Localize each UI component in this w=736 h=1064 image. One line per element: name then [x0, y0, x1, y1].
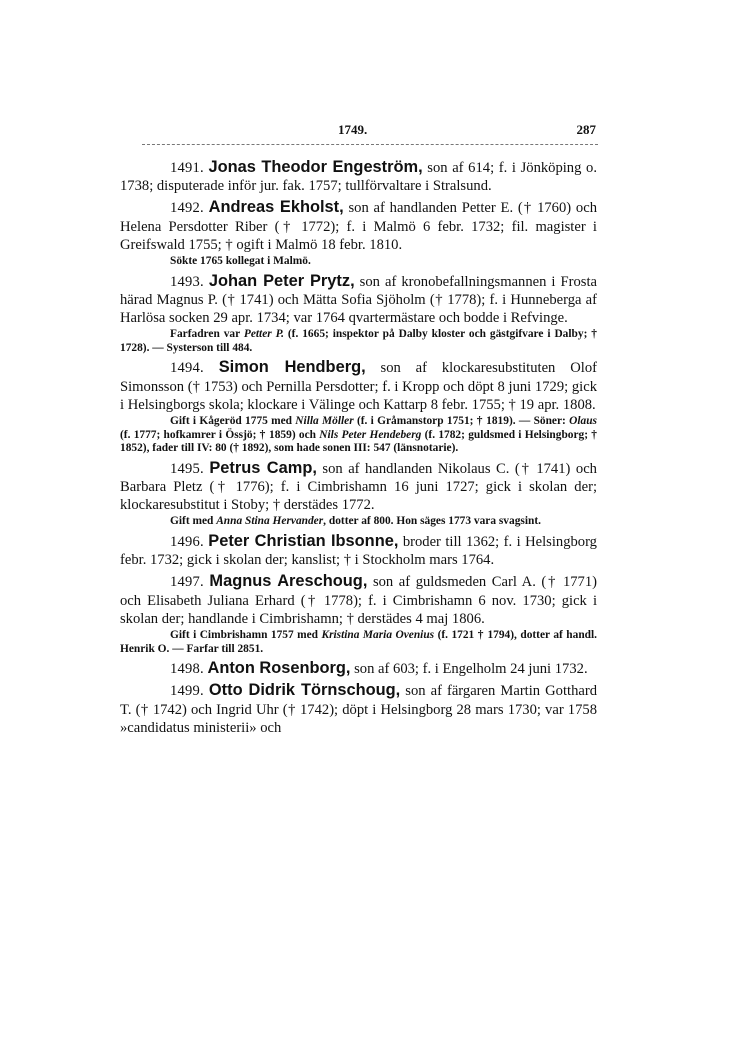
entry-paragraph: [120, 272, 597, 328]
note-text: Gift i Cimbrishamn 1757 med: [170, 629, 322, 642]
entry-name: Johan Peter Prytz,: [208, 271, 355, 290]
entry-number: 1499.: [170, 683, 204, 700]
entry-number: 1498.: [170, 661, 204, 678]
entry-name: Jonas Theodor Engeström,: [208, 158, 423, 176]
entry: [120, 272, 597, 356]
entry-paragraph: [120, 659, 597, 678]
entry-paragraph: [120, 358, 597, 414]
entry-number: 1491.: [170, 160, 204, 176]
entry-body: son af 603; f. i Engelholm 24 juni 1732.: [354, 661, 588, 678]
entry: [120, 532, 597, 569]
note-italic-text: Anna Stina Hervander: [216, 515, 324, 528]
entry-name: Simon Hendberg,: [218, 358, 366, 377]
entry-name: Anton Rosenborg,: [207, 659, 351, 678]
entry-note: [120, 629, 597, 656]
entry-note: [120, 515, 597, 529]
note-text: (f. 1782; guldsmed i Helsingborg; † 1852), fader till IV: 80 († 1892), som hade sonen III: 547 (länsnotarie).: [120, 428, 597, 455]
entry-name: Magnus Areschoug,: [209, 572, 368, 591]
note-italic-text: Petter P.: [243, 328, 284, 341]
note-text: Gift i Kågeröd 1775 med: [170, 415, 296, 428]
note-text: Gift med: [170, 515, 217, 528]
entry-body: son af kronobefallningsmannen i Frosta härad Magnus P. († 1741) och Mätta Sofia Sjöholm († 1778); f. i Hunneberga af Harlösa socken 29 apr. 1734; var 1764 qvartermästare och bodde i Refvinge.: [120, 273, 597, 327]
page-number: 287: [576, 122, 596, 137]
header-rule: [142, 144, 598, 145]
entry-body: son af klockaresubstituten Olof Simonsson († 1753) och Pernilla Persdotter; f. i Kropp och döpt 8 juni 1729; gick i Helsingborgs skola; klockare i Välinge och Kattarp 8 febr. 1755; † 19 apr. 1808.: [120, 360, 597, 413]
entry-paragraph: [120, 532, 597, 569]
entry-paragraph: [120, 158, 597, 195]
entry-body: son af handlanden Nikolaus C. († 1741) och Barbara Pletz († 1776); f. i Cimbrishamn 16 juni 1727; gick i skolan der; klockaresubstitut i Stoby; † derstädes 1772.: [120, 460, 597, 514]
entry-body: son af handlanden Petter E. († 1760) och Helena Persdotter Riber († 1772); f. i Malmö 6 febr. 1732; fil. magister i Greifswald 1755; † ogift i Malmö 18 febr. 1810.: [120, 200, 597, 253]
entry: [120, 459, 597, 529]
note-text: (f. 1665; inspektor på Dalby kloster och gästgifvare i Dalby; † 1728). — Systerson till 484.: [120, 328, 597, 354]
entry-number: 1496.: [170, 534, 204, 550]
entry-body: son af färgaren Martin Gotthard T. († 1742) och Ingrid Uhr († 1742); döpt i Helsingborg 28 mars 1730; var 1758 »candidatus ministerii» och: [120, 683, 598, 736]
note-text: Farfadren var: [170, 328, 244, 341]
entries-list: [120, 158, 597, 740]
entry: [120, 198, 597, 268]
entry-note: [120, 328, 597, 355]
note-text: (f. 1777; hofkamrer i Össjö; † 1859) och: [120, 428, 320, 441]
entry-number: 1497.: [170, 574, 204, 591]
header-year: 1749.: [338, 122, 368, 137]
entry-number: 1495.: [170, 460, 204, 477]
note-text: (f. 1721 † 1794), dotter af handl. Henrik O. — Farfar till 2851.: [120, 629, 597, 655]
entry-body: son af 614; f. i Jönköping o. 1738; disputerade inför jur. fak. 1757; tullförvaltare i Stralsund.: [120, 160, 597, 195]
entry-note: [120, 415, 597, 456]
entry-name: Peter Christian Ibsonne,: [208, 532, 399, 550]
entry-number: 1493.: [170, 273, 204, 290]
entry: [120, 572, 597, 656]
page-header: [160, 122, 596, 142]
entry-note: Sökte 1765 kollegat i Malmö.: [170, 255, 311, 268]
entry-paragraph: [120, 198, 597, 254]
entry: [120, 659, 597, 678]
entry: [120, 681, 597, 737]
note-text: , dotter af 800. Hon säges 1773 vara svagsint.: [323, 515, 541, 528]
note-italic-text: Olaus: [569, 415, 597, 428]
entry-paragraph: [120, 572, 597, 628]
entry: [120, 158, 597, 195]
entry-number: 1494.: [170, 360, 204, 377]
entry-paragraph: [120, 459, 597, 515]
entry: [120, 358, 597, 455]
entry-paragraph: [120, 681, 597, 737]
entry-name: Petrus Camp,: [209, 458, 317, 477]
note-italic-text: Kristina Maria Ovenius: [321, 629, 435, 642]
entry-body: broder till 1362; f. i Helsingborg febr. 1732; gick i skolan der; kanslist; † i Stockholm mars 1764.: [120, 534, 597, 569]
note-italic-text: Nilla Möller: [295, 415, 354, 428]
entry-name: Otto Didrik Törnschoug,: [208, 681, 401, 700]
entry-name: Andreas Ekholst,: [208, 198, 344, 217]
entry-number: 1492.: [170, 200, 204, 217]
entry-body: son af guldsmeden Carl A. († 1771) och Elisabeth Juliana Erhard († 1778); f. i Cimbrishamn 6 nov. 1730; gick i skolan der; handlande i Cimbrishamn; † derstädes 4 maj 1806.: [120, 574, 598, 627]
note-text: (f. i Gråmanstorp 1751; † 1819). — Söner:: [353, 415, 570, 428]
note-italic-text: Nils Peter Hendeberg: [319, 428, 422, 441]
